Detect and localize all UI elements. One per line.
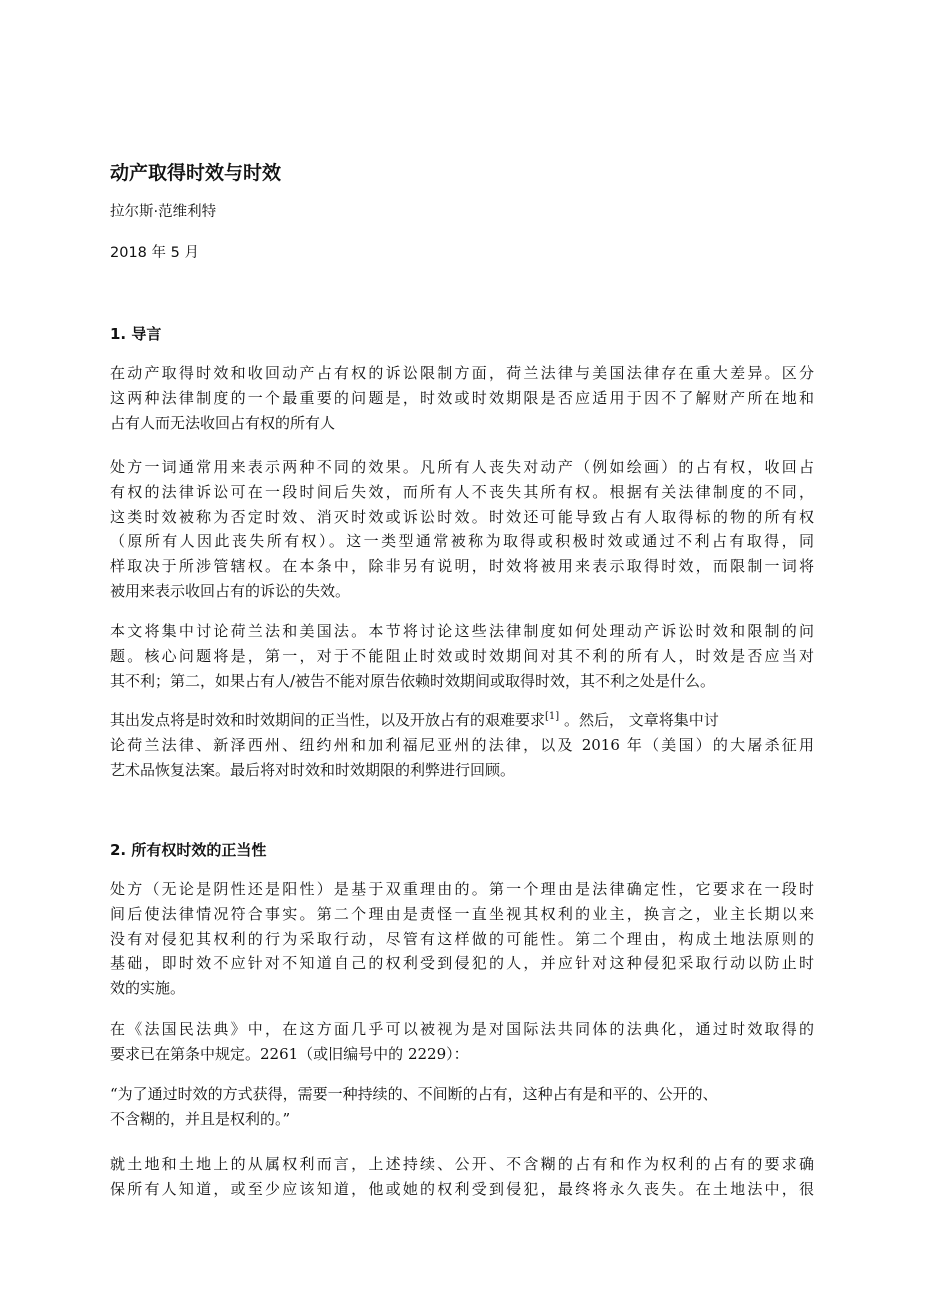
paragraph-line: 处方（无论是阴性还是阳性）是基于双重理由的。第一个理由是法律确定性，它要求在一段时 bbox=[110, 880, 814, 898]
paragraph-line: 这类时效被称为否定时效、消灭时效或诉讼时效。时效还可能导致占有人取得标的物的所有权 bbox=[110, 507, 814, 526]
paragraph-line: 没有对侵犯其权利的行为采取行动，尽管有这样做的可能性。第二个理由，构成土地法原则的 bbox=[110, 929, 814, 948]
footnote-marker[interactable]: [1] bbox=[545, 711, 560, 722]
paragraph-line: 效的实施。 bbox=[110, 979, 186, 998]
section-heading-introduction: 1. 导言 bbox=[110, 325, 162, 343]
paragraph bbox=[110, 877, 814, 1001]
paragraph-line: 论荷兰法律、新泽西州、纽约州和加利福尼亚州的法律，以及 2016 年（美国）的大屠杀征用 bbox=[110, 735, 814, 754]
paragraph-line: 题。核心问题将是，第一，对于不能阻止时效或时效期间对其不利的所有人，时效是否应当对 bbox=[110, 646, 814, 665]
paragraph-line: 在动产取得时效和收回动产占有权的诉讼限制方面，荷兰法律与美国法律存在重大差异。区分 bbox=[110, 364, 814, 382]
document-date: 2018 年 5 月 bbox=[110, 245, 199, 261]
paragraph-line-text: 其出发点将是时效和时效期间的正当性，以及开放占有的艰难要求 bbox=[110, 711, 546, 729]
section-heading-justification: 2. 所有权时效的正当性 bbox=[110, 841, 267, 859]
paragraph-line: 被用来表示收回占有的诉讼的失效。 bbox=[110, 581, 351, 600]
paragraph-quote bbox=[110, 1082, 814, 1132]
paragraph-line: 要求已在第条中规定。2261（或旧编号中的 2229）： bbox=[110, 1044, 469, 1063]
paragraph-line: 本文将集中讨论荷兰法和美国法。本节将讨论这些法律制度如何处理动产诉讼时效和限制的问 bbox=[110, 622, 814, 640]
paragraph-line bbox=[110, 708, 814, 733]
paragraph-line: 保所有人知道，或至少应该知道，他或她的权利受到侵犯，最终将永久丧失。在土地法中，很 bbox=[110, 1179, 814, 1198]
paragraph-line: （原所有人因此丧失所有权）。这一类型通常被称为取得或积极时效或通过不利占有取得，同 bbox=[110, 532, 814, 551]
paragraph-line: 有权的法律诉讼可在一段时间后失效，而所有人不丧失其所有权。根据有关法律制度的不同， bbox=[110, 482, 814, 501]
document-title: 动产取得时效与时效 bbox=[110, 162, 282, 184]
paragraph-line: 基础，即时效不应针对不知道自己的权利受到侵犯的人，并应针对这种侵犯采取行动以防止时 bbox=[110, 954, 814, 973]
paragraph-line: 就土地和土地上的从属权利而言，上述持续、公开、不含糊的占有和作为权利的占有的要求确 bbox=[110, 1155, 814, 1173]
paragraph-line: 样取决于所涉管辖权。在本条中，除非另有说明，时效将被用来表示取得时效，而限制一词将 bbox=[110, 557, 814, 576]
paragraph bbox=[110, 455, 814, 604]
paragraph-line: 这两种法律制度的一个最重要的问题是，时效或时效期限是否应适用于因不了解财产所在地和 bbox=[110, 388, 814, 407]
paragraph-line: 占有人而无法收回占有权的所有人 bbox=[110, 413, 336, 432]
paragraph-line: 处方一词通常用来表示两种不同的效果。凡所有人丧失对动产（例如绘画）的占有权，收回占 bbox=[110, 458, 814, 476]
paragraph bbox=[110, 1017, 814, 1067]
paragraph bbox=[110, 1152, 814, 1202]
document-author: 拉尔斯·范维利特 bbox=[110, 204, 217, 220]
paragraph-line-text: 。然后， 文章将集中讨 bbox=[559, 711, 719, 729]
paragraph bbox=[110, 708, 814, 782]
paragraph-line: “为了通过时效的方式获得，需要一种持续的、不间断的占有，这种占有是和平的、公开的、 bbox=[110, 1085, 718, 1103]
paragraph-line: 不含糊的，并且是权利的。” bbox=[110, 1109, 291, 1128]
paragraph-line: 其不利；第二，如果占有人/被告不能对原告依赖时效期间或取得时效，其不利之处是什么。 bbox=[110, 671, 716, 690]
paragraph bbox=[110, 361, 814, 435]
paragraph-line: 在《法国民法典》中，在这方面几乎可以被视为是对国际法共同体的法典化，通过时效取得的 bbox=[110, 1020, 814, 1038]
paragraph bbox=[110, 619, 814, 693]
paragraph-line: 间后使法律情况符合事实。第二个理由是责怪一直坐视其权利的业主，换言之，业主长期以来 bbox=[110, 904, 814, 923]
paragraph-line: 艺术品恢复法案。最后将对时效和时效期限的利弊进行回顾。 bbox=[110, 760, 516, 779]
